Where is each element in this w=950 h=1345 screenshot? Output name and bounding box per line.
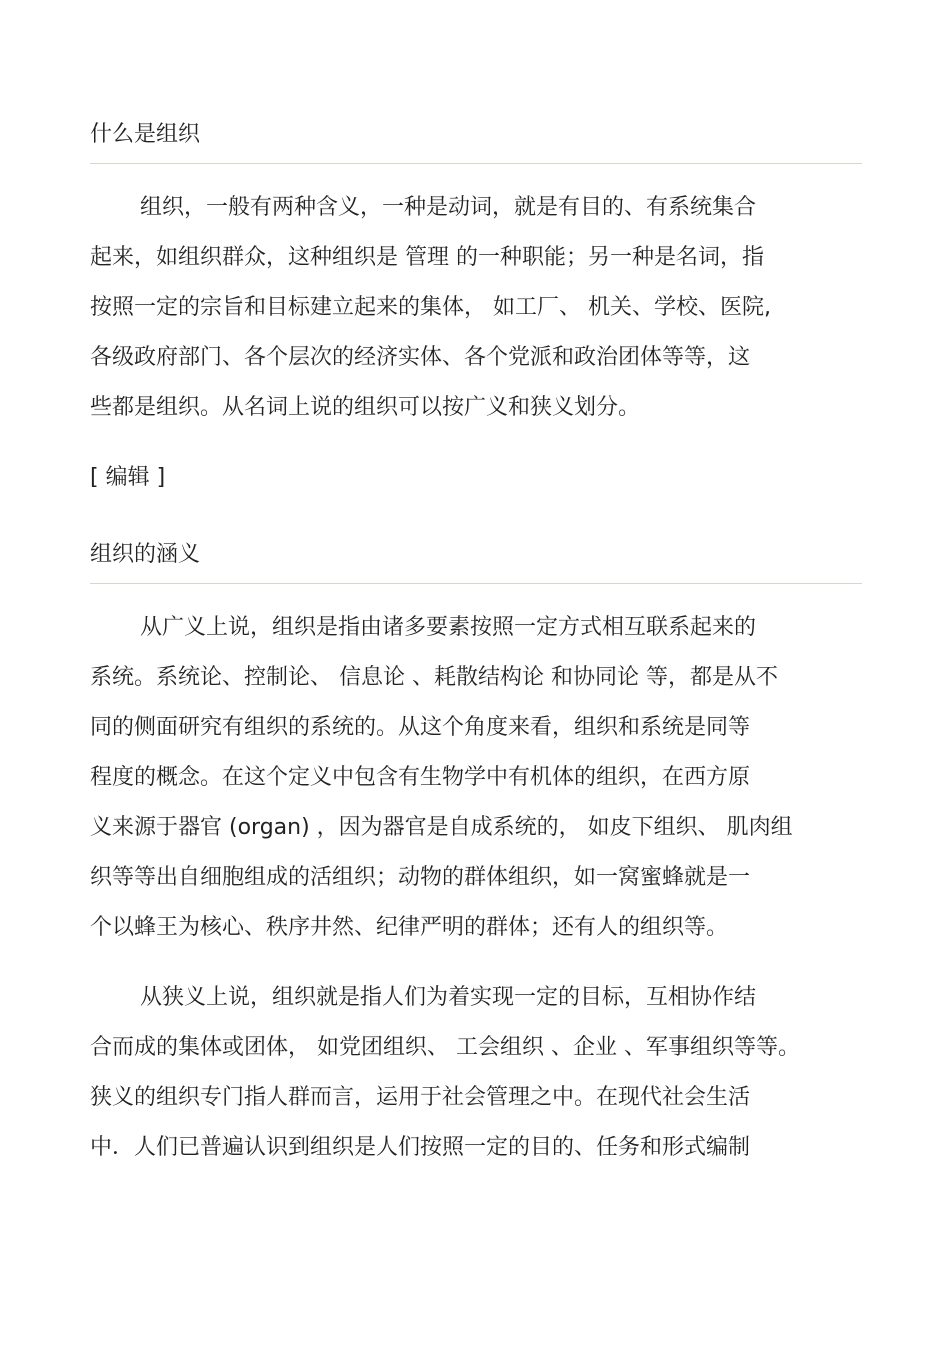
paragraph-line: 织等等出自细胞组成的活组织；动物的群体组织，如一窝蜜蜂就是一 xyxy=(90,865,751,890)
paragraph-narrow-sense xyxy=(90,983,800,1163)
section-heading: 什么是组织 xyxy=(90,122,201,147)
edit-section-link[interactable] xyxy=(90,463,165,493)
section-divider xyxy=(90,583,862,584)
paragraph-line: 从狭义上说，组织就是指人们为着实现一定的目标，互相协作结 xyxy=(140,985,757,1010)
paragraph-line: 同的侧面研究有组织的系统的。从这个角度来看，组织和系统是同等 xyxy=(90,715,751,740)
edit-link[interactable]: [ 编辑 ] xyxy=(90,465,166,490)
section-meaning xyxy=(90,540,862,584)
paragraph-line: 合而成的集体或团体， 如党团组织、 工会组织 、企业 、军事组织等等。 xyxy=(90,1035,800,1060)
paragraph-line: 中．人们已普遍认识到组织是人们按照一定的目的、任务和形式编制 xyxy=(90,1135,751,1160)
paragraph-line: 起来，如组织群众，这种组织是 管理 的一种职能；另一种是名词，指 xyxy=(90,245,764,270)
section-divider xyxy=(90,163,862,164)
paragraph-line: 程度的概念。在这个定义中包含有生物学中有机体的组织，在西方原 xyxy=(90,765,751,790)
paragraph-definition xyxy=(90,193,771,423)
paragraph-line: 系统。系统论、控制论、 信息论 、耗散结构论 和协同论 等，都是从不 xyxy=(90,665,778,690)
paragraph-line: 狭义的组织专门指人群而言，运用于社会管理之中。在现代社会生活 xyxy=(90,1085,751,1110)
paragraph-line: 个以蜂王为核心、秩序井然、纪律严明的群体；还有人的组织等。 xyxy=(90,915,729,940)
paragraph-line: 各级政府部门、各个层次的经济实体、各个党派和政治团体等等，这 xyxy=(90,345,751,370)
paragraph-line: 义来源于器官 (organ) ，因为器官是自成系统的， 如皮下组织、 肌肉组 xyxy=(90,815,793,840)
section-heading: 组织的涵义 xyxy=(90,542,201,567)
section-what-is xyxy=(90,120,862,164)
paragraph-broad-sense xyxy=(90,613,793,943)
paragraph-line: 按照一定的宗旨和目标建立起来的集体， 如工厂、 机关、学校、医院, xyxy=(90,295,771,320)
paragraph-line: 从广义上说，组织是指由诸多要素按照一定方式相互联系起来的 xyxy=(140,615,757,640)
paragraph-line: 组织，一般有两种含义，一种是动词，就是有目的、有系统集合 xyxy=(140,195,757,220)
paragraph-line: 些都是组织。从名词上说的组织可以按广义和狭义划分。 xyxy=(90,395,641,420)
